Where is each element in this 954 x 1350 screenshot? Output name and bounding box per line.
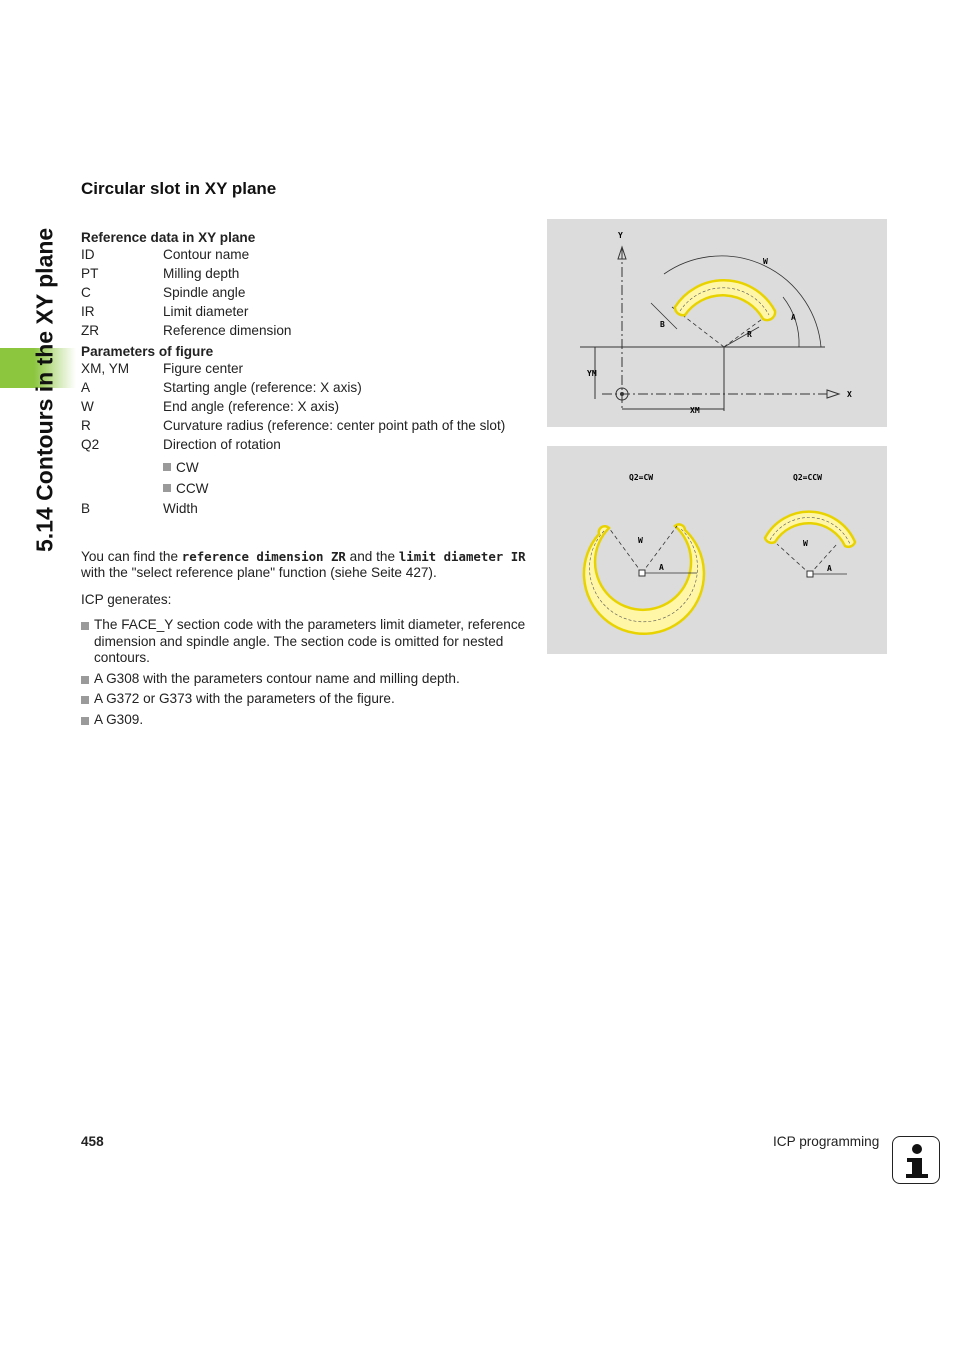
option-item: CW [163,459,526,476]
param-row: ID Contour name [81,247,250,262]
y-axis-label: Y [618,231,623,240]
param-row: R Curvature radius (reference: center point path of the slot) [81,418,506,433]
icp-bullet-list [81,617,531,732]
r-label: R [747,330,752,339]
chapter-side-title: 5.14 Contours in the XY plane [31,227,58,552]
ccw-label: Q2=CCW [793,473,822,482]
page-number: 458 [81,1134,104,1149]
param-row: PT Milling depth [81,266,240,281]
list-item: The FACE_Y section code with the parameters limit diameter, reference dimension and spindle angle. The section code is omitted for nested contours. [81,617,531,667]
xm-label: XM [690,406,700,415]
figure-parameters-heading: Parameters of figure [81,344,214,359]
footer-chapter: ICP programming [773,1134,880,1149]
list-item: A G309. [81,712,531,729]
parameter-list [81,228,526,520]
ccw-slot-diagram [765,512,855,577]
w-label: W [803,539,808,548]
w-label: W [638,536,643,545]
x-arrow-icon [827,390,839,398]
bullet-square-icon [81,622,89,630]
ym-label: YM [587,369,597,378]
bullet-square-icon [81,717,89,725]
direction-options [163,459,526,497]
reference-data-heading: Reference data in XY plane [81,230,256,245]
param-row: IR Limit diameter [81,304,249,319]
reference-plane-note: You can find the reference dimension ZR and the limit diameter IR with the "select reference plane" function (siehe Seite 427). [81,549,526,580]
a-label: A [791,313,796,322]
param-row: Q2 Direction of rotation [81,437,281,452]
param-row: C Spindle angle [81,285,246,300]
bullet-square-icon [163,463,171,471]
a-label: A [827,564,832,573]
option-item: CCW [163,480,526,497]
rotation-direction-figure [547,446,887,654]
a-angle-arc [783,297,799,347]
list-item: A G308 with the parameters contour name and milling depth. [81,671,531,688]
param-row: ZR Reference dimension [81,323,292,338]
param-row: W End angle (reference: X axis) [81,399,340,414]
param-row: A Starting angle (reference: X axis) [81,380,362,395]
bullet-square-icon [163,484,171,492]
slot-geometry-figure [547,219,887,427]
x-axis-label: X [847,390,852,399]
circular-slot-shape [675,280,775,320]
info-icon [892,1136,940,1184]
section-title: Circular slot in XY plane [81,179,277,198]
bullet-square-icon [81,696,89,704]
param-row: XM, YM Figure center [81,361,244,376]
bullet-square-icon [81,676,89,684]
list-item: A G372 or G373 with the parameters of the figure. [81,691,531,708]
cw-label: Q2=CW [629,473,654,482]
w-label: W [763,257,768,266]
cw-slot-diagram [584,524,704,633]
icp-intro: ICP generates: [81,592,172,607]
param-row: B Width [81,501,198,516]
b-label: B [660,320,665,329]
a-label: A [659,563,664,572]
